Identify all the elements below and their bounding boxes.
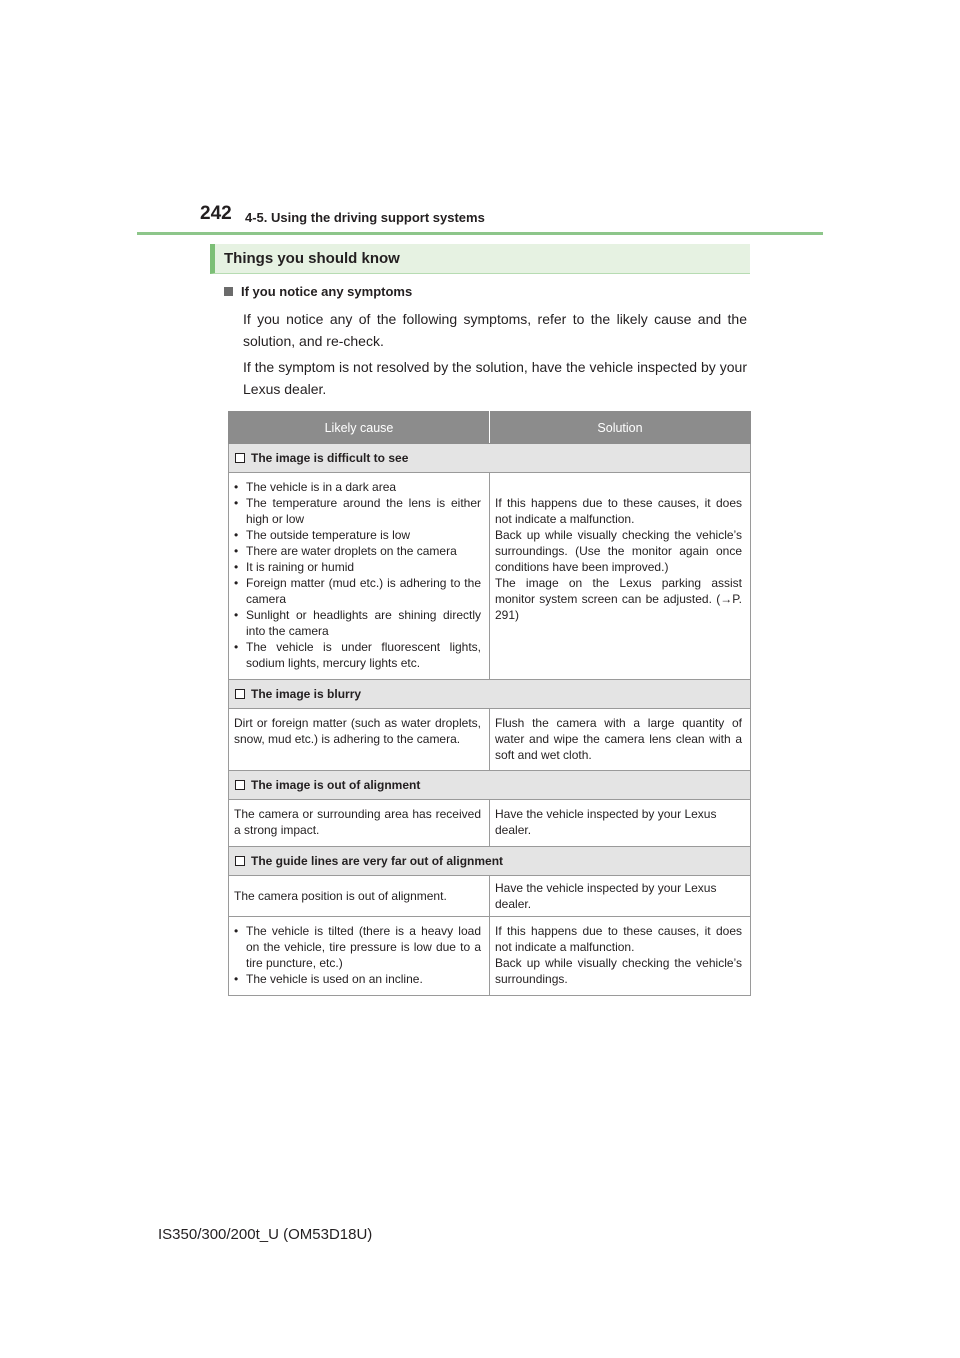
category-title: The image is difficult to see (251, 451, 409, 465)
page-number: 242 (200, 203, 232, 224)
solution-line: The image on the Lexus parking assist monitor system screen can be adjusted. (→P. 291) (495, 576, 742, 622)
header-solution: Solution (490, 412, 751, 444)
checkbox-icon (235, 453, 245, 463)
checkbox-icon (235, 856, 245, 866)
table-row (229, 709, 751, 771)
list-item: • Foreign matter (mud etc.) is adhering to the camera (234, 575, 481, 607)
cause-cell (229, 917, 490, 996)
square-bullet-icon (224, 287, 233, 296)
table-header-row (229, 412, 751, 444)
table-row (229, 917, 751, 996)
solution-cell: Have the vehicle inspected by your Lexus dealer. (490, 800, 751, 847)
cause-cell: The camera or surrounding area has received a strong impact. (229, 800, 490, 847)
list-item: • The temperature around the lens is either high or low (234, 495, 481, 527)
list-item: • There are water droplets on the camera (234, 543, 481, 559)
category-row (229, 680, 751, 709)
cause-cell: Dirt or foreign matter (such as water droplets, snow, mud etc.) is adhering to the camera. (229, 709, 490, 771)
section-title: 4-5. Using the driving support systems (245, 210, 485, 225)
list-item: • The outside temperature is low (234, 527, 481, 543)
cause-list (234, 923, 481, 987)
checkbox-icon (235, 780, 245, 790)
intro-paragraph: If you notice any of the following symptoms, refer to the likely cause and the solution, and re-check. (243, 311, 747, 349)
category-row (229, 444, 751, 473)
category-title: The image is blurry (251, 687, 362, 701)
solution-cell: Flush the camera with a large quantity of water and wipe the camera lens clean with a soft and wet cloth. (490, 709, 751, 771)
sub-heading-text: If you notice any symptoms (241, 284, 413, 299)
category-title: The guide lines are very far out of alignment (251, 854, 504, 868)
list-item: • The vehicle is under fluorescent lights, sodium lights, mercury lights etc. (234, 639, 481, 671)
solution-line: If this happens due to these causes, it does not indicate a malfunction. (495, 924, 742, 954)
list-item: • It is raining or humid (234, 559, 481, 575)
solution-cell (490, 473, 751, 680)
header-likely-cause: Likely cause (229, 412, 490, 444)
cause-list (234, 479, 481, 671)
table-row (229, 473, 751, 680)
solution-cell (490, 917, 751, 996)
category-row (229, 771, 751, 800)
symptoms-sub-heading (224, 284, 412, 299)
list-item: • The vehicle is in a dark area (234, 479, 481, 495)
box-heading-text: Things you should know (224, 250, 400, 267)
table-row (229, 800, 751, 847)
cause-cell (229, 473, 490, 680)
list-item: • Sunlight or headlights are shining directly into the camera (234, 607, 481, 639)
symptoms-table (228, 411, 751, 996)
cause-cell: The camera position is out of alignment. (229, 876, 490, 917)
solution-cell: Have the vehicle inspected by your Lexus dealer. (490, 876, 751, 917)
things-you-should-know-heading (210, 244, 750, 274)
solution-line: If this happens due to these causes, it does not indicate a malfunction. (495, 496, 742, 526)
list-item: • The vehicle is tilted (there is a heavy load on the vehicle, tire pressure is low due to a tire puncture, etc.) (234, 923, 481, 971)
category-row (229, 847, 751, 876)
table-row (229, 876, 751, 917)
category-title: The image is out of alignment (251, 778, 421, 792)
solution-line: Back up while visually checking the vehicle’s surroundings. (495, 956, 742, 986)
header-rule (137, 232, 823, 235)
list-item: • The vehicle is used on an incline. (234, 971, 481, 987)
footer-model-code: IS350/300/200t_U (OM53D18U) (158, 1226, 373, 1243)
dealer-paragraph: If the symptom is not resolved by the solution, have the vehicle inspected by your Lexus dealer. (243, 359, 747, 397)
checkbox-icon (235, 689, 245, 699)
solution-line: Back up while visually checking the vehicle’s surroundings. (Use the monitor again once conditions have been improved.) (495, 528, 742, 574)
